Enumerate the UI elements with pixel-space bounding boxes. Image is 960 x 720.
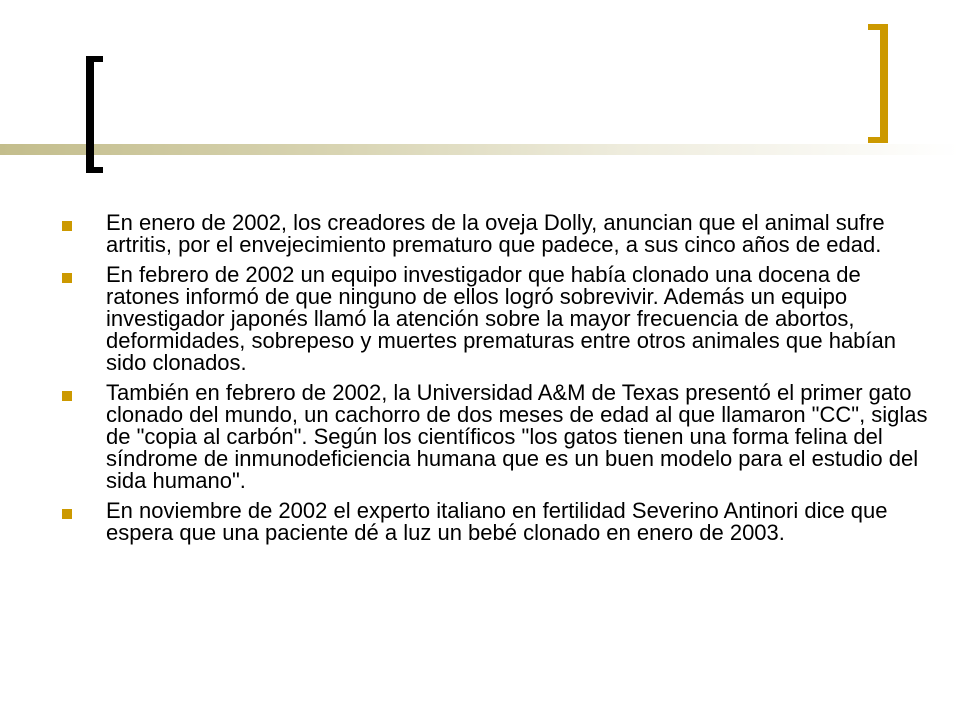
right-bracket-decoration [868, 24, 888, 143]
bullet-text: También en febrero de 2002, la Universidad A&M de Texas presentó el primer gato clonado del mundo, un cachorro de dos meses de edad al que llamaron "CC", siglas de "copia al carbón". Según los científicos "los gatos tienen una forma felina del síndrome de inmunodeficiencia humana que es un buen modelo para el estudio del sida humano". [106, 380, 928, 493]
bullet-text: En enero de 2002, los creadores de la oveja Dolly, anuncian que el animal sufre artritis, por el envejecimiento prematuro que padece, a sus cinco años de edad. [106, 210, 885, 257]
bullet-item-antinori [60, 500, 930, 544]
square-bullet-icon [62, 221, 72, 231]
square-bullet-icon [62, 509, 72, 519]
bullet-text: En febrero de 2002 un equipo investigador que había clonado una docena de ratones informó de que ninguno de ellos logró sobrevivir. Además un equipo investigador japonés llamó la atención sobre la mayor frecuencia de abortos, deformidades, sobrepeso y muertes prematuras entre otros animales que habían sido clonados. [106, 262, 896, 375]
square-bullet-icon [62, 273, 72, 283]
header-rule [0, 144, 960, 155]
bullet-list [60, 212, 930, 552]
bullet-item-ratones [60, 264, 930, 374]
bullet-text: En noviembre de 2002 el experto italiano en fertilidad Severino Antinori dice que espera que una paciente dé a luz un bebé clonado en enero de 2003. [106, 498, 888, 545]
square-bullet-icon [62, 391, 72, 401]
bullet-item-dolly [60, 212, 930, 256]
bullet-item-gato-cc [60, 382, 930, 492]
left-bracket-decoration [86, 56, 103, 173]
